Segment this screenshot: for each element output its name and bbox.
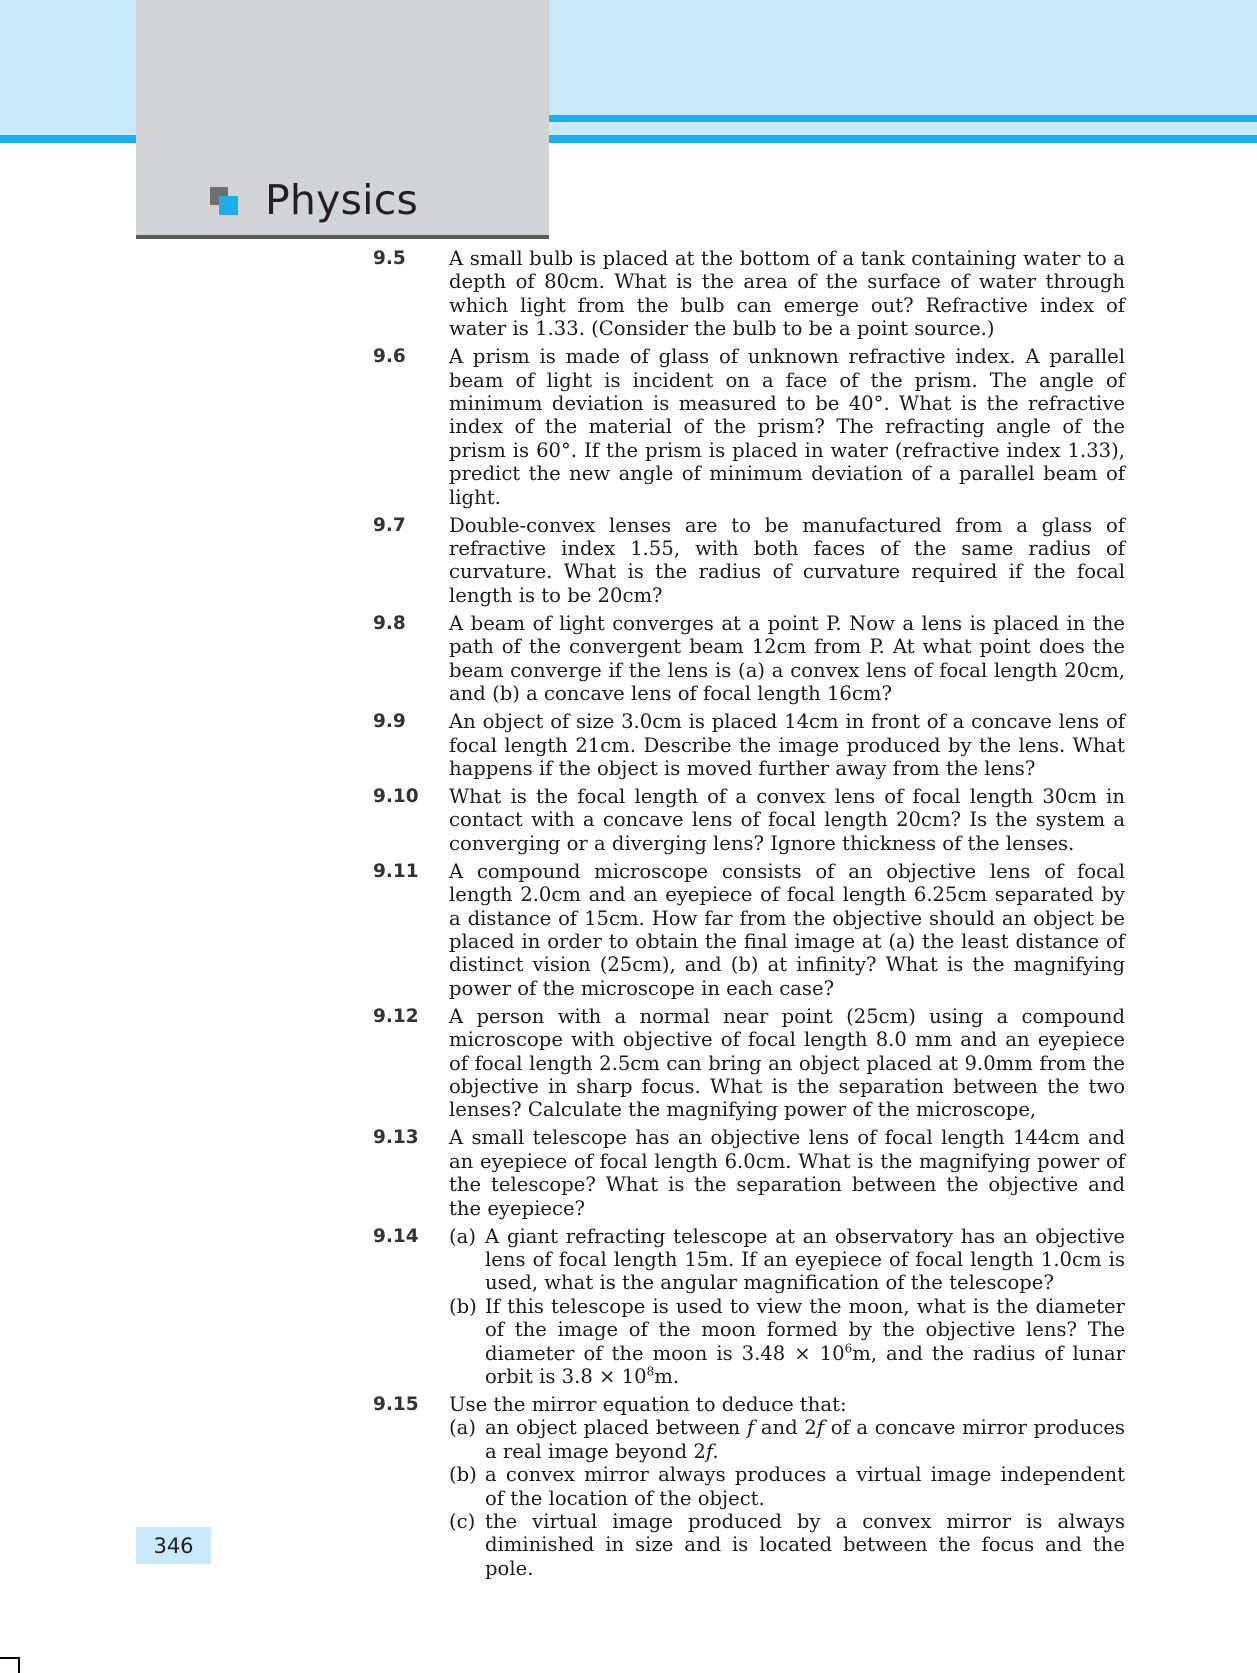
- question-number: 9.14: [373, 1225, 419, 1247]
- question-part-b: [449, 1295, 1125, 1389]
- question-number: 9.12: [373, 1005, 419, 1027]
- question-9-14: [373, 1225, 1125, 1389]
- question-text: [449, 1225, 1125, 1389]
- exercise-list: [373, 247, 1125, 1585]
- question-text: A small telescope has an objective lens of focal length 144cm and an eyepiece of focal length 6.0cm. What is the magnifying power of the telescope? What is the separation between the objective and the eyepiece?: [449, 1126, 1125, 1220]
- question-text: What is the focal length of a convex lens of focal length 30cm in contact with a concave lens of focal length 20cm? Is the system a converging or a diverging lens? Ignore thickness of the lenses.: [449, 784, 1125, 855]
- page-number: 346: [136, 1527, 211, 1564]
- exponent: 6: [844, 1341, 853, 1356]
- question-part-a: [449, 1225, 1125, 1295]
- question-part-b: [449, 1463, 1125, 1510]
- header-rule: [136, 235, 549, 239]
- crop-mark-bottom-left-h: [0, 1657, 20, 1659]
- question-text: Double-convex lenses are to be manufactured from a glass of refractive index 1.55, with both faces of the same radius of curvature. What is the radius of curvature required if the focal length is to be 20cm?: [449, 513, 1125, 607]
- question-text: A beam of light converges at a point P. Now a lens is placed in the path of the convergent beam 12cm from P. At what point does the beam converge if the lens is (a) a convex lens of focal length 20cm, and (b) a concave lens of focal length 16cm?: [449, 611, 1125, 706]
- question-number: 9.6: [373, 346, 406, 368]
- part-text: [485, 1416, 1125, 1463]
- question-9-15: [373, 1393, 1125, 1580]
- part-text: the virtual image produced by a convex mirror is always diminished in size and is located between the focus and the pole.: [485, 1510, 1125, 1580]
- question-9-6: [373, 345, 1125, 509]
- symbol-f: f: [746, 1416, 755, 1440]
- question-number: 9.8: [373, 612, 406, 634]
- text-segment: If this telescope is used to view the moon, what is the diameter of the image of the moon formed by the objective lens? The diameter of the moon is 3.48 × 10: [485, 1294, 1125, 1365]
- question-text: A compound microscope consists of an objective lens of focal length 2.0cm and an eyepiece of focal length 6.25cm separated by a distance of 15cm. How far from the objective should an object be placed in order to obtain the final image at (a) the least distance of distinct vision (25cm), and (b) at infinity? What is the magnifying power of the microscope in each case?: [449, 859, 1125, 1000]
- part-label: (b): [449, 1294, 477, 1318]
- crop-mark-bottom-left-v: [18, 1658, 20, 1673]
- question-9-12: [373, 1005, 1125, 1122]
- header-stripe-left: [0, 135, 136, 143]
- part-label: (a): [449, 1224, 476, 1248]
- part-label: (a): [449, 1416, 476, 1440]
- header-stripe-upper: [549, 115, 1257, 122]
- subject-title: Physics: [265, 176, 419, 224]
- question-part-c: [449, 1510, 1125, 1580]
- question-text: [449, 1393, 1125, 1580]
- text-segment: m, and the radius of lunar orbit is 3.8 × 10: [485, 1341, 1126, 1389]
- text-segment: m.: [654, 1365, 680, 1389]
- exponent: 8: [646, 1364, 655, 1379]
- question-9-10: [373, 785, 1125, 855]
- question-number: 9.9: [373, 711, 406, 733]
- question-number: 9.7: [373, 514, 406, 536]
- question-9-8: [373, 612, 1125, 706]
- question-number: 9.11: [373, 860, 419, 882]
- part-text: a convex mirror always produces a virtual image independent of the location of the object.: [485, 1463, 1125, 1510]
- part-text: A giant refracting telescope at an observatory has an objective lens of focal length 15m. If an eyepiece of focal length 1.0cm is used, what is the angular magnification of the telescope?: [485, 1224, 1125, 1295]
- question-part-a: [449, 1416, 1125, 1463]
- part-text: [485, 1295, 1125, 1389]
- question-9-11: [373, 860, 1125, 1000]
- symbol-f: f.: [705, 1439, 719, 1463]
- question-number: 9.15: [373, 1394, 419, 1416]
- symbol-f: f: [816, 1416, 825, 1440]
- part-label: (b): [449, 1463, 477, 1487]
- header-stripe-lower: [549, 135, 1257, 143]
- question-text: An object of size 3.0cm is placed 14cm in front of a concave lens of focal length 21cm. Describe the image produced by the lens. What happens if the object is moved further away from the lens?: [449, 710, 1125, 780]
- question-9-5: [373, 247, 1125, 341]
- question-number: 9.5: [373, 248, 406, 269]
- question-text: A person with a normal near point (25cm) using a compound microscope with objective of focal length 8.0 mm and an eyepiece of focal length 2.5cm can bring an object placed at 9.0mm from the objective in sharp focus. What is the separation between the two lenses? Calculate the magnifying power of the microscope,: [449, 1004, 1125, 1122]
- question-number: 9.13: [373, 1127, 419, 1149]
- question-text: A small bulb is placed at the bottom of a tank containing water to a depth of 80cm. What is the area of the surface of water through which light from the bulb can emerge out? Refractive index of water is 1.33. (Consider the bulb to be a point source.): [449, 247, 1125, 341]
- question-9-13: [373, 1126, 1125, 1220]
- text-segment: of a concave mirror produces a real image beyond 2: [485, 1416, 1125, 1463]
- question-9-9: [373, 710, 1125, 780]
- squares-logo-icon: [210, 187, 240, 217]
- question-intro: Use the mirror equation to deduce that:: [449, 1393, 847, 1417]
- text-segment: an object placed between: [485, 1416, 747, 1440]
- part-label: (c): [449, 1510, 476, 1534]
- question-number: 9.10: [373, 785, 419, 807]
- question-9-7: [373, 514, 1125, 608]
- text-segment: and 2: [754, 1416, 817, 1440]
- question-text: A prism is made of glass of unknown refractive index. A parallel beam of light is incident on a face of the prism. The angle of minimum deviation is measured to be 40°. What is the refractive index of the material of the prism? The refracting angle of the prism is 60°. If the prism is placed in water (refractive index 1.33), predict the new angle of minimum deviation of a parallel beam of light.: [449, 345, 1125, 509]
